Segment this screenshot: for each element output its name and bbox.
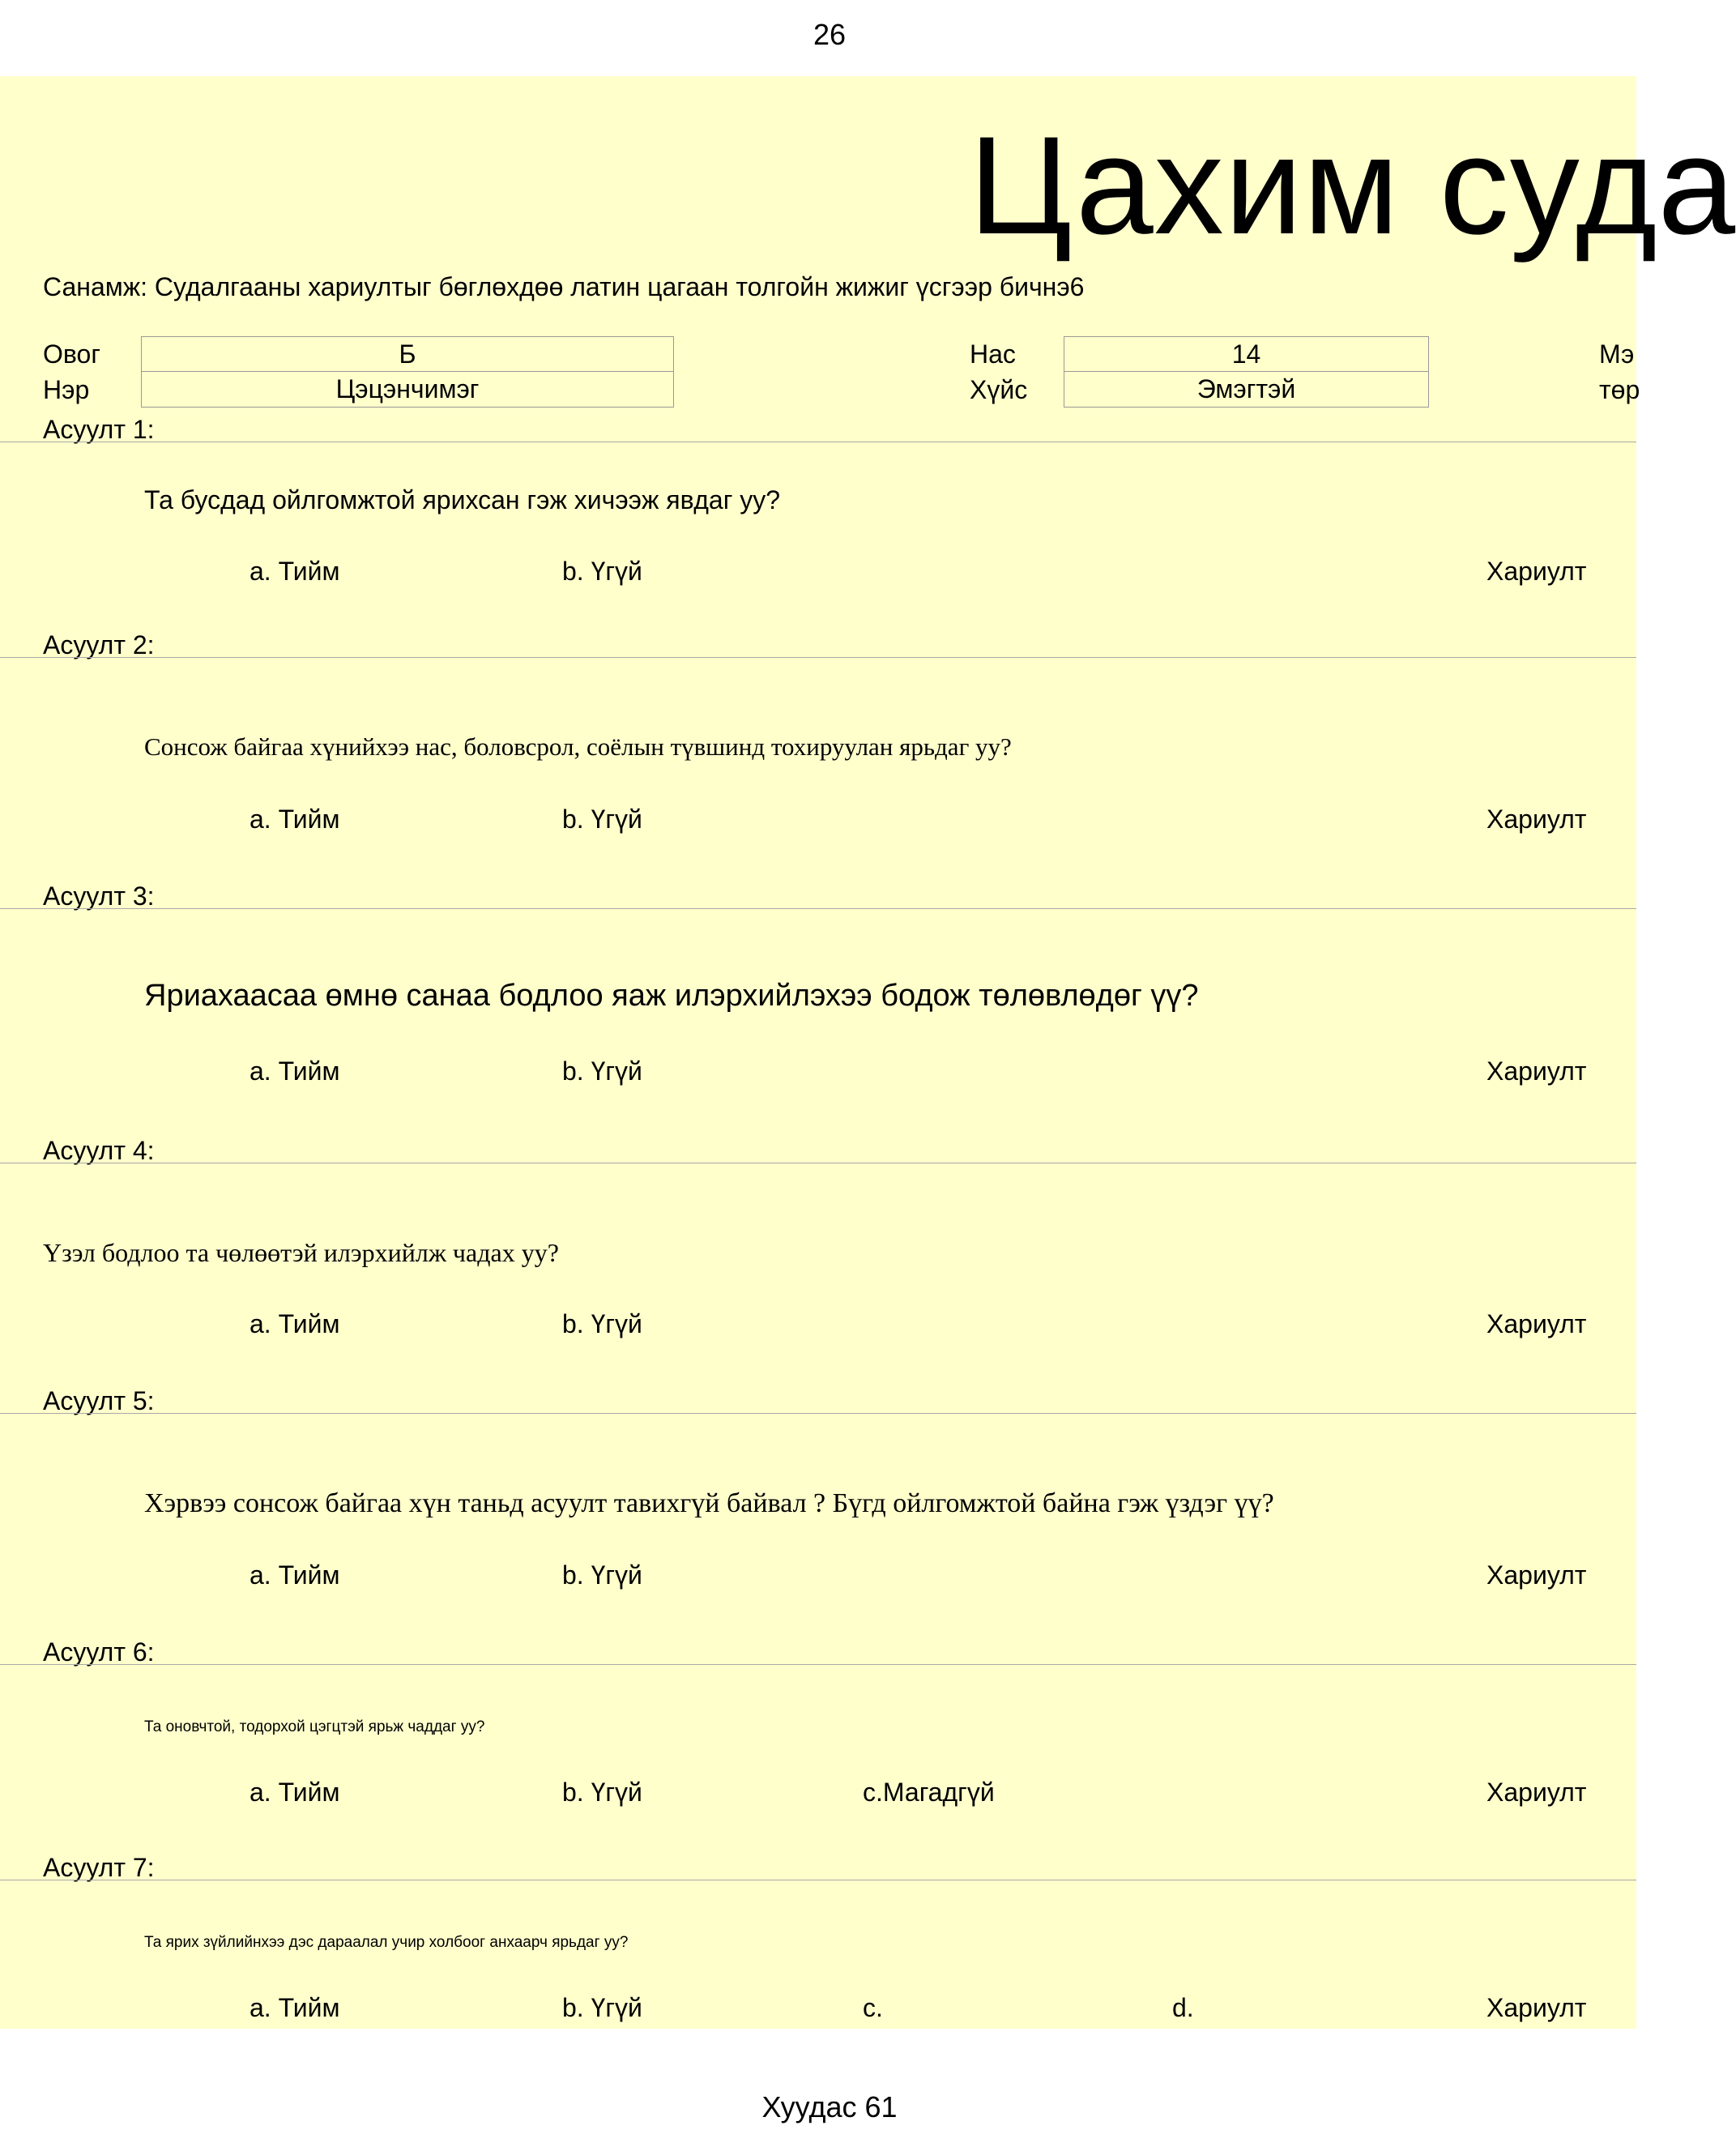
- option-c[interactable]: c.: [863, 1993, 883, 2022]
- option-a[interactable]: a. Тийм: [250, 1993, 340, 2022]
- option-a[interactable]: a. Тийм: [250, 1778, 340, 1807]
- divider: [0, 1664, 1636, 1665]
- option-b[interactable]: b. Үгүй: [562, 1056, 642, 1086]
- question-text: Үзэл бодлоо та чөлөөтэй илэрхийлж чадах уу?: [43, 1238, 559, 1267]
- question-text: Яриахаасаа өмнө санаа бодлоо яаж илэрхийлэхээ бодож төлөвлөдөг үү?: [144, 979, 1199, 1013]
- question-label: Асуулт 7:: [43, 1853, 155, 1882]
- option-b[interactable]: b. Үгүй: [562, 1309, 642, 1338]
- instruction-note: Санамж: Судалгааны хариултыг бөглөхдөө латин цагаан толгойн жижиг үсгээр бичнэ6: [43, 272, 1085, 301]
- age-label: Нас: [970, 339, 1016, 369]
- option-c[interactable]: c.Магадгүй: [863, 1778, 995, 1807]
- answer-label: Хариулт: [1486, 1993, 1587, 2022]
- divider: [0, 657, 1636, 658]
- question-label: Асуулт 3:: [43, 881, 155, 911]
- question-label: Асуулт 6:: [43, 1637, 155, 1667]
- option-a[interactable]: a. Тийм: [250, 1056, 340, 1086]
- option-d[interactable]: d.: [1172, 1993, 1194, 2022]
- option-a[interactable]: a. Тийм: [250, 805, 340, 834]
- option-b[interactable]: b. Үгүй: [562, 557, 642, 586]
- option-b[interactable]: b. Үгүй: [562, 1560, 642, 1590]
- question-text: Хэрвээ сонсож байгаа хүн таньд асуулт тавихгүй байвал ? Бүгд ойлгомжтой байна гэж үздэг үү?: [144, 1488, 1274, 1518]
- cut-off-label: Мэ: [1599, 339, 1635, 369]
- cut-off-label: төр: [1599, 375, 1640, 404]
- option-b[interactable]: b. Үгүй: [562, 805, 642, 834]
- question-label: Асуулт 1:: [43, 415, 155, 444]
- option-a[interactable]: a. Тийм: [250, 557, 340, 586]
- name-field[interactable]: Цэцэнчимэг: [141, 371, 674, 408]
- answer-label: Хариулт: [1486, 1056, 1587, 1086]
- question-label: Асуулт 4:: [43, 1136, 155, 1165]
- option-a[interactable]: a. Тийм: [250, 1309, 340, 1338]
- gender-label: Хүйс: [970, 375, 1028, 404]
- age-field[interactable]: 14: [1064, 336, 1429, 373]
- surname-field[interactable]: Б: [141, 336, 674, 373]
- page-footer: Хуудас 61: [761, 2090, 898, 2124]
- option-b[interactable]: b. Үгүй: [562, 1993, 642, 2022]
- answer-label: Хариулт: [1486, 1309, 1587, 1338]
- question-label: Асуулт 5:: [43, 1386, 155, 1415]
- option-b[interactable]: b. Үгүй: [562, 1778, 642, 1807]
- page-title: Цахим суда: [969, 108, 1736, 263]
- gender-field[interactable]: Эмэгтэй: [1064, 371, 1429, 408]
- option-a[interactable]: a. Тийм: [250, 1560, 340, 1590]
- divider: [0, 908, 1636, 909]
- answer-label: Хариулт: [1486, 557, 1587, 586]
- surname-label: Овог: [43, 339, 100, 369]
- divider: [0, 1413, 1636, 1414]
- question-text: Та ярих зүйлийнхээ дэс дараалал учир холбоог анхаарч ярьдаг уу?: [144, 1934, 629, 1951]
- answer-label: Хариулт: [1486, 805, 1587, 834]
- name-label: Нэр: [43, 375, 90, 404]
- question-label: Асуулт 2:: [43, 630, 155, 659]
- answer-label: Хариулт: [1486, 1778, 1587, 1807]
- answer-label: Хариулт: [1486, 1560, 1587, 1590]
- survey-sheet: [0, 76, 1736, 2029]
- page-number: 26: [813, 18, 847, 51]
- question-text: Та оновчтой, тодорхой цэгцтэй ярьж чаддаг уу?: [144, 1718, 485, 1735]
- question-text: Сонсож байгаа хүнийхээ нас, боловсрол, соёлын түвшинд тохируулан ярьдаг уу?: [144, 732, 1012, 761]
- question-text: Та бусдад ойлгомжтой ярихсан гэж хичээж явдаг уу?: [144, 485, 781, 514]
